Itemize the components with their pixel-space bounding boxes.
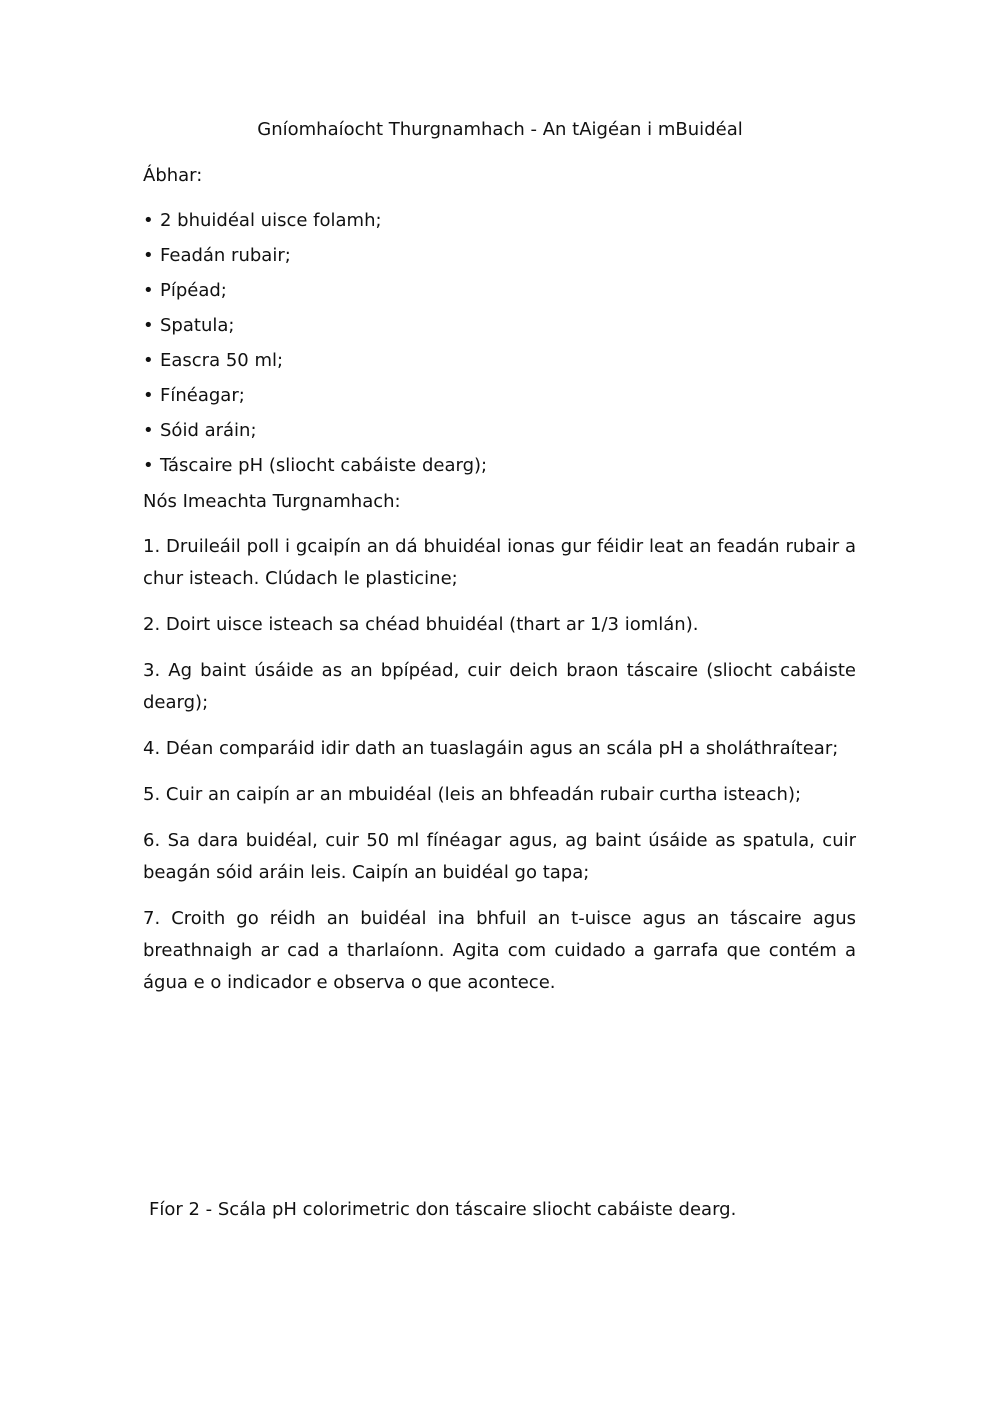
list-item (143, 241, 487, 276)
procedure-step: 1. Druileáil poll i gcaipín an dá bhuidéal ionas gur féidir leat an feadán rubair a chur isteach. Clúdach le plasticine; (143, 536, 856, 589)
list-item (143, 346, 487, 381)
procedure-steps (143, 531, 856, 1013)
list-item (143, 416, 487, 451)
list-item (143, 381, 487, 416)
bullet-icon: • (143, 350, 154, 371)
document-title: Gníomhaíocht Thurgnamhach - An tAigéan i mBuidéal (257, 119, 743, 140)
list-item (143, 276, 487, 311)
materials-list (143, 206, 487, 486)
bullet-icon: • (143, 455, 154, 476)
procedure-step: 2. Doirt uisce isteach sa chéad bhuidéal (thart ar 1/3 iomlán). (143, 614, 699, 635)
figure-caption: Fíor 2 - Scála pH colorimetric don táscaire sliocht cabáiste dearg. (149, 1199, 737, 1220)
bullet-icon: • (143, 315, 154, 336)
material-label: Eascra 50 ml; (160, 350, 284, 371)
bullet-icon: • (143, 280, 154, 301)
bullet-icon: • (143, 245, 154, 266)
material-label: Sóid aráin; (160, 420, 257, 441)
material-label: Pípéad; (160, 280, 227, 301)
procedure-step: 7. Croith go réidh an buidéal ina bhfuil an t-uisce agus an táscaire agus breathnaigh ar cad a tharlaíonn. Agita com cuidado a garrafa que contém a água e o indicador e observa o que acontece. (143, 908, 856, 993)
list-item (143, 311, 487, 346)
material-label: 2 bhuidéal uisce folamh; (160, 210, 382, 231)
bullet-icon: • (143, 385, 154, 406)
procedure-step: 3. Ag baint úsáide as an bpípéad, cuir deich braon táscaire (sliocht cabáiste dearg); (143, 660, 856, 713)
procedure-step: 5. Cuir an caipín ar an mbuidéal (leis an bhfeadán rubair curtha isteach); (143, 784, 802, 805)
material-label: Spatula; (160, 315, 235, 336)
bullet-icon: • (143, 420, 154, 441)
procedure-heading: Nós Imeachta Turgnamhach: (143, 491, 401, 512)
material-label: Feadán rubair; (160, 245, 291, 266)
list-item (143, 206, 487, 241)
bullet-icon: • (143, 210, 154, 231)
list-item (143, 451, 487, 486)
procedure-step: 6. Sa dara buidéal, cuir 50 ml fínéagar agus, ag baint úsáide as spatula, cuir beagán sóid aráin leis. Caipín an buidéal go tapa; (143, 830, 856, 883)
material-label: Fínéagar; (160, 385, 245, 406)
procedure-step: 4. Déan comparáid idir dath an tuaslagáin agus an scála pH a sholáthraítear; (143, 738, 839, 759)
materials-heading: Ábhar: (143, 165, 203, 186)
material-label: Táscaire pH (sliocht cabáiste dearg); (160, 455, 488, 476)
